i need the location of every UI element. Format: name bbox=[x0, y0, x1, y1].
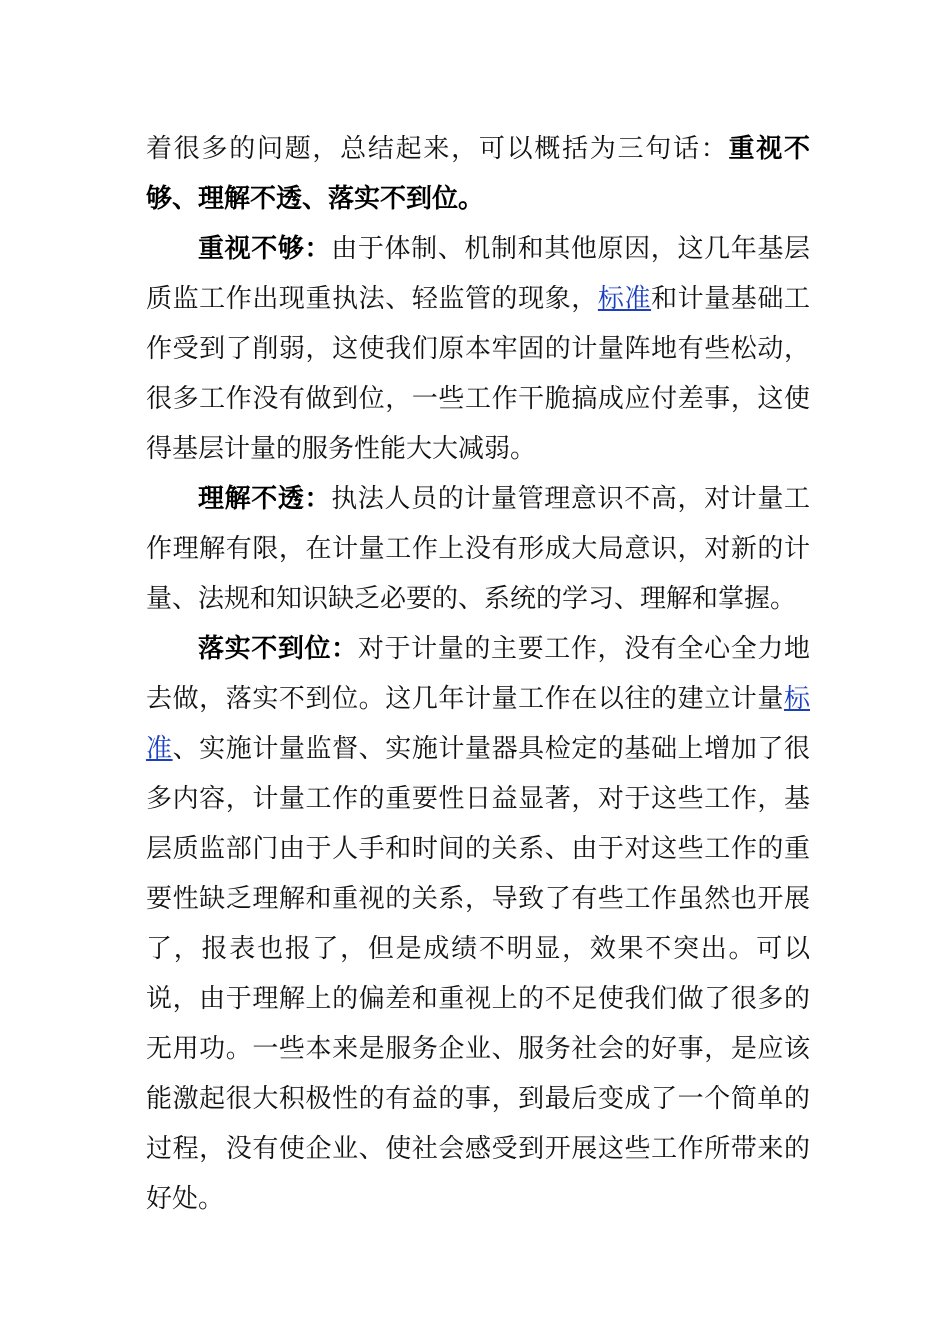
paragraph-insufficient-understanding bbox=[146, 474, 810, 624]
paragraph-text: 对于计量的主要工作，没有全心全力地去做，落实不到位。这几年计量工作在以往的建立计量 bbox=[146, 634, 810, 714]
paragraph-insufficient-implementation bbox=[146, 624, 810, 1224]
paragraph-insufficient-attention bbox=[146, 224, 810, 474]
paragraph-text: 执法人员的计量管理意识不高，对计量工作理解有限，在计量工作上没有形成大局意识，对新的计量、法规和知识缺乏必要的、系统的学习、理解和掌握。 bbox=[146, 484, 810, 614]
standard-link[interactable]: 标准 bbox=[146, 684, 810, 764]
standard-link[interactable]: 标准 bbox=[597, 284, 652, 314]
summary-bold-text: 重视不够、理解不透、落实不到位。 bbox=[146, 134, 810, 214]
paragraph-text: 由于体制、机制和其他原因，这几年基层质监工作出现重执法、轻监管的现象， bbox=[146, 234, 810, 314]
intro-text: 着很多的问题，总结起来，可以概括为三句话： bbox=[146, 134, 729, 164]
paragraph-heading: 重视不够： bbox=[198, 234, 332, 264]
paragraph-text: 、实施计量监督、实施计量器具检定的基础上增加了很多内容，计量工作的重要性日益显著，对于这些工作，基层质监部门由于人手和时间的关系、由于对这些工作的重要性缺乏理解和重视的关系，导致了有些工作虽然也开展了，报表也报了，但是成绩不明显，效果不突出。可以说，由于理解上的偏差和重视上的不足使我们做了很多的无用功。一些本来是服务企业、服务社会的好事，是应该能激起很大积极性的有益的事，到最后变成了一个简单的过程，没有使企业、使社会感受到开展这些工作所带来的好处。 bbox=[146, 734, 810, 1214]
document-body bbox=[146, 124, 810, 1224]
paragraph-heading: 落实不到位： bbox=[198, 634, 358, 664]
paragraph-text: 和计量基础工作受到了削弱，这使我们原本牢固的计量阵地有些松动，很多工作没有做到位，一些工作干脆搞成应付差事，这使得基层计量的服务性能大大减弱。 bbox=[146, 284, 810, 464]
paragraph-heading: 理解不透： bbox=[198, 484, 332, 514]
paragraph-intro bbox=[146, 124, 810, 224]
